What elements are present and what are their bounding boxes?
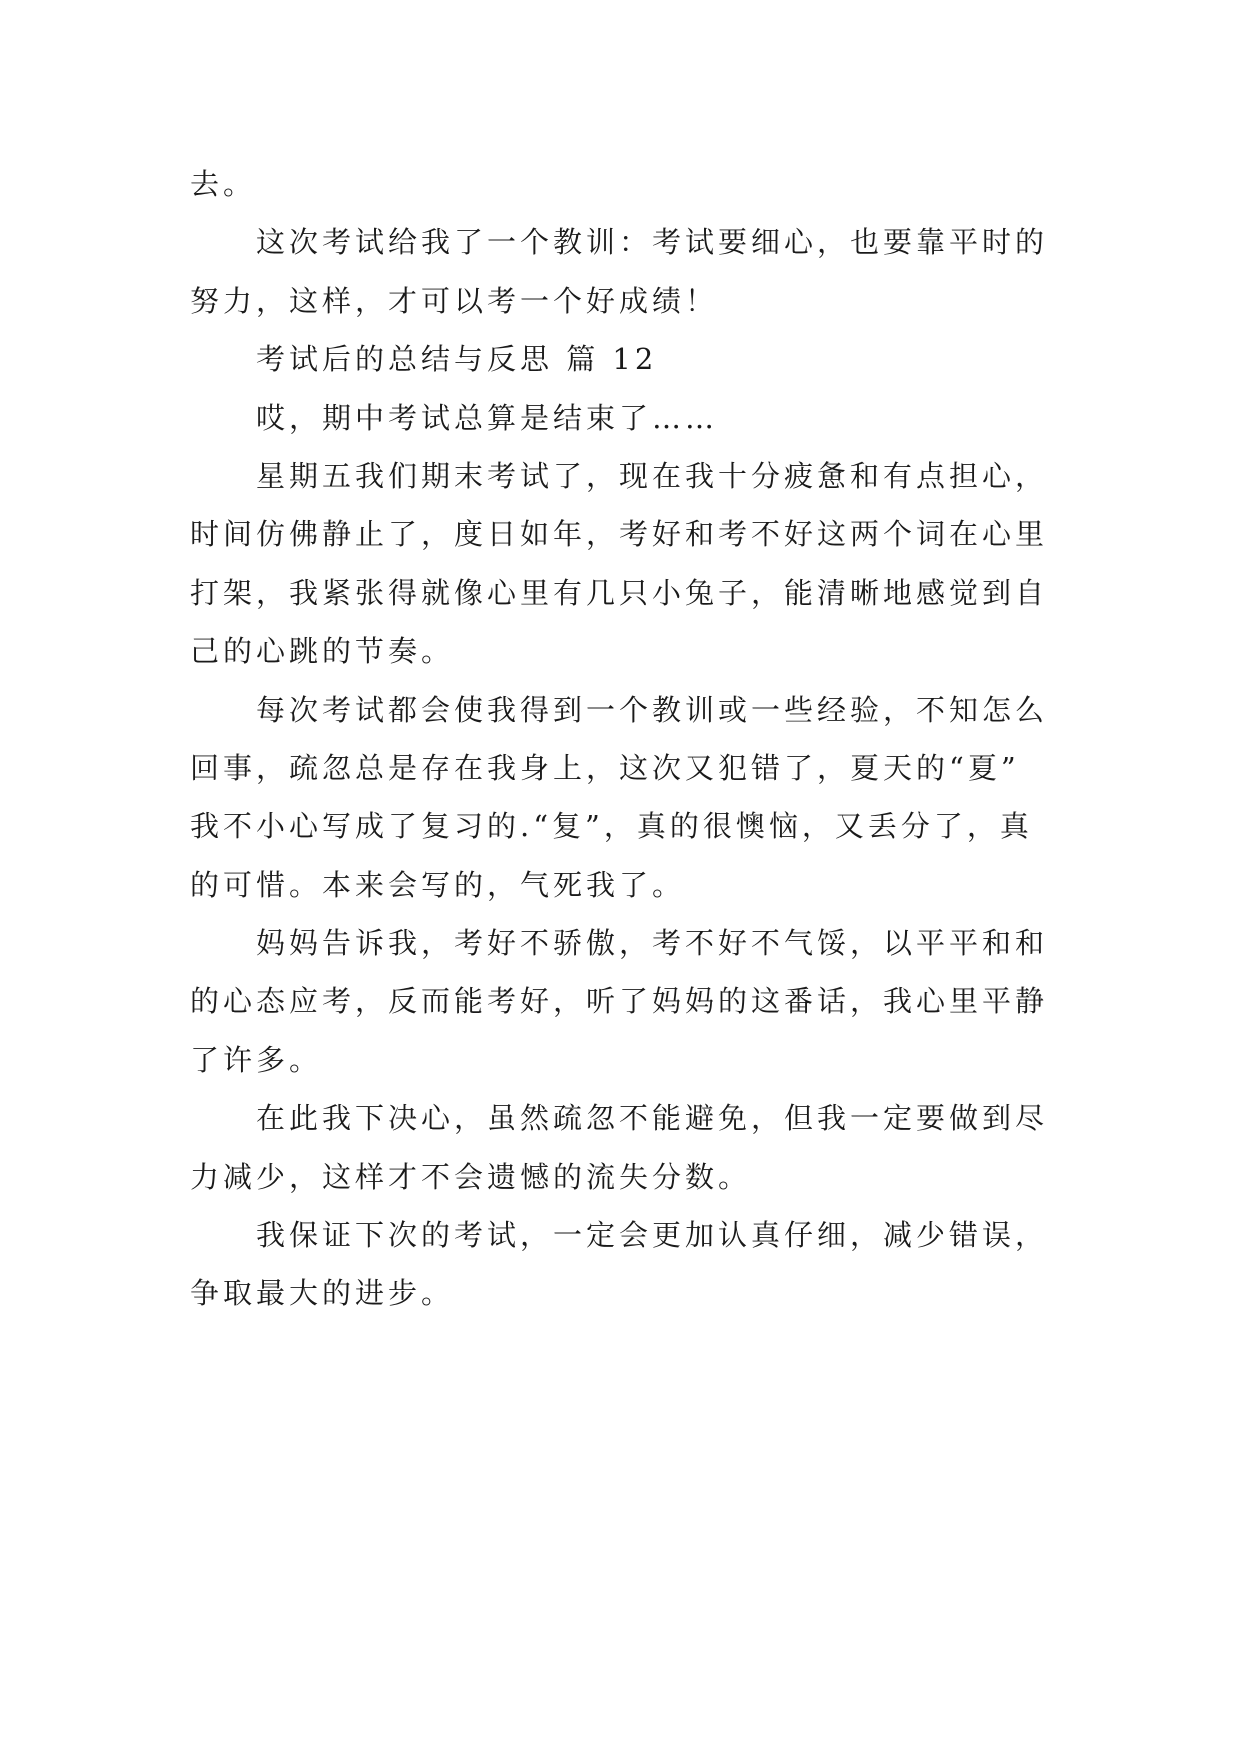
paragraph: [190, 213, 1090, 330]
paragraph-line: 我不小心写成了复习的.“复”，真的很懊恼，又丢分了，真: [190, 809, 1033, 844]
paragraph-line: 的可惜。本来会写的，气死我了。: [190, 867, 686, 902]
paragraph-line: 努力，这样，才可以考一个好成绩！: [190, 283, 719, 318]
paragraph-line: 哎，期中考试总算是结束了……: [256, 400, 719, 435]
paragraph-line: 时间仿佛静止了，度日如年，考好和考不好这两个词在心里: [190, 517, 1049, 552]
section-heading-text: 考试后的总结与反思 篇 12: [256, 342, 658, 377]
paragraph: [190, 1206, 1090, 1323]
paragraph: [190, 681, 1090, 915]
paragraph-line: 妈妈告诉我，考好不骄傲，考不好不气馁，以平平和和: [256, 926, 1049, 961]
paragraph: [190, 1089, 1090, 1206]
paragraph: [190, 447, 1090, 681]
document-body: [190, 155, 1090, 1323]
paragraph-line: 在此我下决心，虽然疏忽不能避免，但我一定要做到尽: [256, 1101, 1049, 1136]
paragraph-line: 我保证下次的考试，一定会更加认真仔细，减少错误，: [256, 1218, 1049, 1253]
paragraph: [190, 389, 1090, 447]
paragraph-line: 了许多。: [190, 1042, 323, 1077]
paragraph: [190, 914, 1090, 1089]
paragraph-line: 星期五我们期末考试了，现在我十分疲惫和有点担心，: [256, 458, 1049, 493]
paragraph: [190, 155, 1090, 213]
paragraph-line: 争取最大的进步。: [190, 1276, 455, 1311]
section-heading: [190, 330, 1090, 388]
paragraph-line: 回事，疏忽总是存在我身上，这次又犯错了，夏天的“夏”: [190, 750, 1020, 785]
paragraph-line: 打架，我紧张得就像心里有几只小兔子，能清晰地感觉到自: [190, 575, 1049, 610]
paragraph-line: 己的心跳的节奏。: [190, 634, 455, 669]
paragraph-line: 这次考试给我了一个教训：考试要细心，也要靠平时的: [256, 225, 1049, 260]
paragraph-line: 的心态应考，反而能考好，听了妈妈的这番话，我心里平静: [190, 984, 1049, 1019]
paragraph-line: 力减少，这样才不会遗憾的流失分数。: [190, 1159, 752, 1194]
paragraph-line: 去。: [190, 167, 257, 201]
paragraph-line: 每次考试都会使我得到一个教训或一些经验，不知怎么: [256, 692, 1049, 727]
